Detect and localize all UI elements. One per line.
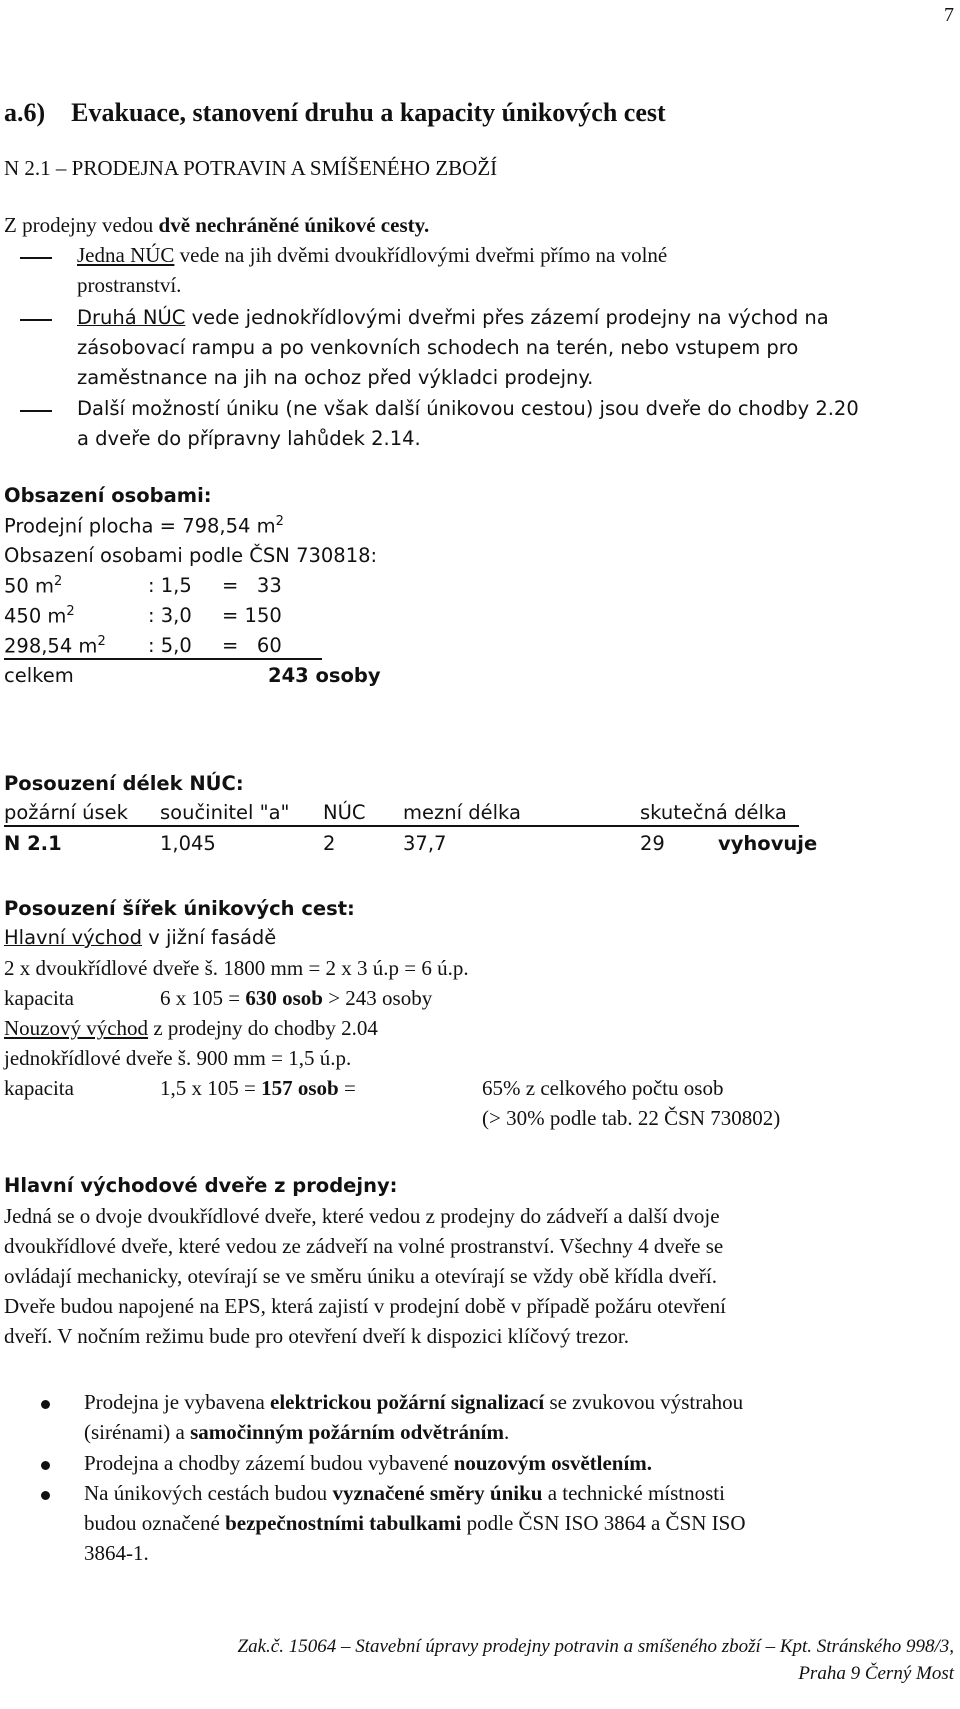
bullet-3-line-3: 3864-1. [84, 1541, 149, 1565]
header-rule [4, 825, 799, 827]
header-coefficient: součinitel "a" [160, 801, 290, 824]
sum-rule [4, 658, 322, 660]
capacity-1-label: kapacita [4, 986, 74, 1010]
header-limit: mezní délka [403, 801, 521, 824]
main-doors-line: dvoukřídlové dveře, které vedou ze zádveří na volné prostranství. Všechny 4 dveře se [4, 1234, 724, 1258]
route-2-line-1 [77, 306, 829, 329]
main-doors-line: ovládají mechanicky, otevírají se ve směru úniku a otevírají se vždy obě křídla dveří. [4, 1264, 717, 1288]
bullet-marker [41, 1461, 50, 1470]
capacity-2-value: 1,5 x 105 = 157 osob = [160, 1076, 356, 1100]
route-1-line-1 [77, 243, 667, 268]
sales-area-sup: 2 [275, 514, 284, 529]
main-doors-line: Dveře budou napojené na EPS, která zajistí v prodejní době v případě požáru otevření [4, 1294, 726, 1318]
route-2-nuc: Druhá NÚC [77, 306, 186, 329]
main-exit-doors: 2 x dvoukřídlové dveře š. 1800 mm = 2 x 3 ú.p = 6 ú.p. [4, 956, 469, 980]
row-fire-section: N 2.1 [4, 832, 62, 855]
dash-marker [20, 319, 52, 321]
row-limit: 37,7 [403, 832, 447, 855]
dash-marker [20, 410, 52, 412]
route-1-rest: vede na jih dvěmi dvoukřídlovými dveřmi přímo na volné [174, 243, 668, 267]
footer-line-2: Praha 9 Černý Most [798, 1663, 954, 1684]
page-number: 7 [944, 4, 954, 26]
main-doors-line: dveří. V nočním režimu bude pro otevření dveří k dispozici klíčový trezor. [4, 1324, 629, 1348]
occupancy-row-ratio: : 3,0 [148, 604, 192, 627]
route-1-nuc: Jedna NÚC [77, 243, 175, 267]
sales-area [4, 514, 284, 538]
occupancy-row-result: = 33 [222, 574, 282, 597]
total-label: celkem [4, 664, 74, 687]
occupancy-norm: Obsazení osobami podle ČSN 730818: [4, 544, 378, 567]
footer-line-1: Zak.č. 15064 – Stavební úpravy prodejny potravin a smíšeného zboží – Kpt. Stránského 998/3, [237, 1636, 954, 1657]
route-2-rest: vede jednokřídlovými dveřmi přes zázemí prodejny na východ na [185, 306, 829, 329]
subsection-title: N 2.1 – PRODEJNA POTRAVIN A SMÍŠENÉHO ZBOŽÍ [4, 156, 498, 180]
intro-pre: Z prodejny vedou [4, 213, 159, 237]
main-doors-title: Hlavní východové dveře z prodejny: [4, 1174, 398, 1197]
occupancy-row-ratio: : 5,0 [148, 634, 192, 657]
row-nuc: 2 [323, 832, 336, 855]
dash-marker [20, 257, 52, 259]
route-3-line-1: Další možností úniku (ne však další únikovou cestou) jsou dveře do chodby 2.20 [77, 397, 859, 420]
capacity-2-reference: (> 30% podle tab. 22 ČSN 730802) [482, 1106, 781, 1130]
header-actual: skutečná délka [640, 801, 787, 824]
route-1-line-2: prostranství. [77, 273, 182, 297]
widths-title: Posouzení šířek únikových cest: [4, 897, 355, 920]
total-value: 243 osoby [268, 664, 381, 687]
route-3-line-2: a dveře do přípravny lahůdek 2.14. [77, 427, 421, 450]
intro-text [4, 213, 429, 238]
capacity-2-label: kapacita [4, 1076, 74, 1100]
main-doors-line: Jedná se o dvoje dvoukřídlové dveře, které vedou z prodejny do zádveří a další dvoje [4, 1204, 720, 1228]
row-result: vyhovuje [718, 832, 818, 855]
bullet-1-line-1: Prodejna je vybavena elektrickou požární signalizací se zvukovou výstrahou [84, 1390, 744, 1414]
bullet-marker [41, 1491, 50, 1500]
section-heading: a.6) Evakuace, stanovení druhu a kapacity únikových cest [4, 98, 666, 127]
header-nuc: NÚC [323, 801, 366, 824]
bullet-3-line-1: Na únikových cestách budou vyznačené směry úniku a technické místnosti [84, 1481, 725, 1505]
route-2-line-3: zaměstnance na jih na ochoz před výkladci prodejny. [77, 366, 594, 389]
bullet-1-line-2: (sirénami) a samočinným požárním odvětráním. [84, 1420, 510, 1444]
lengths-title: Posouzení délek NÚC: [4, 772, 244, 795]
route-2-line-2: zásobovací rampu a po venkovních schodech na terén, nebo vstupem pro [77, 336, 799, 359]
bullet-3-line-2: budou označené bezpečnostními tabulkami podle ČSN ISO 3864 a ČSN ISO [84, 1511, 746, 1535]
main-exit: Hlavní východ v jižní fasádě [4, 926, 277, 949]
bullet-2-line-1: Prodejna a chodby zázemí budou vybavené nouzovým osvětlením. [84, 1451, 653, 1475]
sales-area-label: Prodejní plocha = 798,54 m [4, 514, 276, 538]
intro-bold: dvě nechráněné únikové cesty. [158, 213, 430, 237]
occupancy-row-result: = 60 [222, 634, 282, 657]
emergency-exit-doors: jednokřídlové dveře š. 900 mm = 1,5 ú.p. [4, 1046, 352, 1070]
occupancy-row-result: = 150 [222, 604, 282, 627]
occupancy-row-area: 298,54 $m^2$ [4, 634, 106, 658]
occupancy-row-area: 50 $m^2$ [4, 574, 63, 598]
header-fire-section: požární úsek [4, 801, 128, 824]
row-coefficient: 1,045 [160, 832, 216, 855]
capacity-2-percent: 65% z celkového počtu osob [482, 1076, 724, 1100]
row-actual: 29 [640, 832, 665, 855]
occupancy-title: Obsazení osobami: [4, 484, 212, 507]
capacity-1-value: 6 x 105 = 630 osob > 243 osoby [160, 986, 433, 1010]
occupancy-row-ratio: : 1,5 [148, 574, 192, 597]
bullet-marker [41, 1400, 50, 1409]
occupancy-row-area: 450 $m^2$ [4, 604, 75, 628]
emergency-exit: Nouzový východ z prodejny do chodby 2.04 [4, 1016, 378, 1040]
